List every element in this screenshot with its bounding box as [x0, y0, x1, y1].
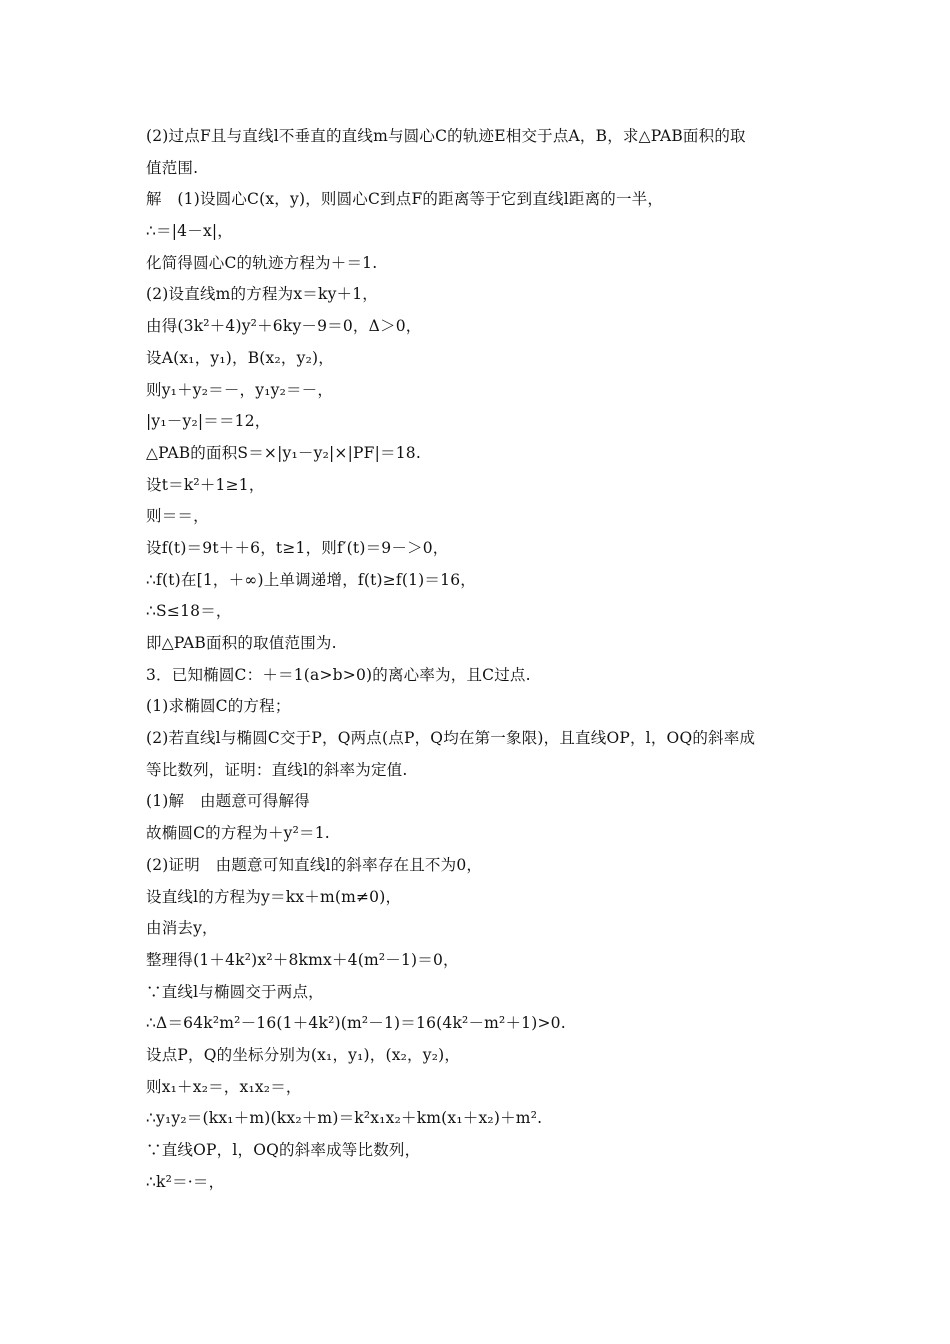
text-line: 即△PAB面积的取值范围为. [146, 634, 337, 652]
text-line: 则y₁＋y₂＝－，y₁y₂＝－， [146, 380, 334, 399]
text-line: 整理得(1＋4k²)x²＋8kmx＋4(m²－1)＝0， [146, 950, 459, 969]
text-line: 设t＝k²＋1≥1， [146, 475, 265, 494]
text-line: 值范围. [146, 158, 199, 177]
text-line: ∴y₁y₂＝(kx₁＋m)(kx₂＋m)＝k²x₁x₂＋km(x₁＋x₂)＋m². [146, 1109, 543, 1128]
text-line: ∴Δ＝64k²m²－16(1＋4k²)(m²－1)＝16(4k²－m²＋1)>0. [146, 1014, 566, 1033]
text-line: ∵直线l与椭圆交于两点， [146, 982, 324, 1001]
text-line: (1)解 由题意可得解得 [146, 792, 310, 811]
text-line: 设A(x₁，y₁)，B(x₂，y₂)， [146, 348, 334, 367]
text-line: ∵直线OP，l，OQ的斜率成等比数列， [146, 1141, 421, 1159]
text-line: (2)设直线m的方程为x＝ky＋1， [146, 285, 379, 304]
text-line: 解 (1)设圆心C(x，y)，则圆心C到点F的距离等于它到直线l距离的一半， [146, 190, 664, 209]
problem-3-heading: 3．已知椭圆C：＋＝1(a>b>0)的离心率为，且C过点. [146, 665, 531, 684]
text-line: 由消去y， [146, 919, 218, 938]
text-line: (2)若直线l与椭圆C交于P，Q两点(点P，Q均在第一象限)，且直线OP，l，OQ的斜率成 [146, 729, 756, 748]
document-body [146, 121, 816, 1198]
text-line: |y₁－y₂|＝＝12， [146, 412, 271, 431]
text-line: 则x₁＋x₂＝，x₁x₂＝， [146, 1077, 302, 1096]
text-line: 故椭圆C的方程为＋y²＝1. [146, 824, 330, 843]
text-line: ∴＝|4－x|， [146, 222, 234, 241]
text-line: 化简得圆心C的轨迹方程为＋＝1. [146, 253, 378, 272]
text-line: ∴k²＝·＝， [146, 1172, 225, 1191]
text-line: ∴f(t)在[1，＋∞)上单调递增，f(t)≥f(1)＝16， [146, 570, 476, 589]
text-line: 等比数列，证明：直线l的斜率为定值. [146, 760, 408, 779]
text-line: 则＝＝， [146, 507, 209, 526]
text-line: 设直线l的方程为y＝kx＋m(m≠0)， [146, 887, 402, 906]
text-line: 设点P，Q的坐标分别为(x₁，y₁)，(x₂，y₂)， [146, 1045, 461, 1064]
text-line: 设f(t)＝9t＋＋6，t≥1，则f′(t)＝9－＞0， [146, 538, 449, 557]
text-line: (1)求椭圆C的方程； [146, 697, 291, 716]
text-line: (2)证明 由题意可知直线l的斜率存在且不为0， [146, 855, 483, 874]
text-line: △PAB的面积S＝×|y₁－y₂|×|PF|＝18. [146, 443, 421, 462]
text-line: ∴S≤18＝， [146, 602, 232, 621]
text-line: (2)过点F且与直线l不垂直的直线m与圆心C的轨迹E相交于点A，B，求△PAB面积的取 [146, 127, 746, 145]
text-line: 由得(3k²＋4)y²＋6ky－9＝0，Δ＞0， [146, 317, 422, 336]
